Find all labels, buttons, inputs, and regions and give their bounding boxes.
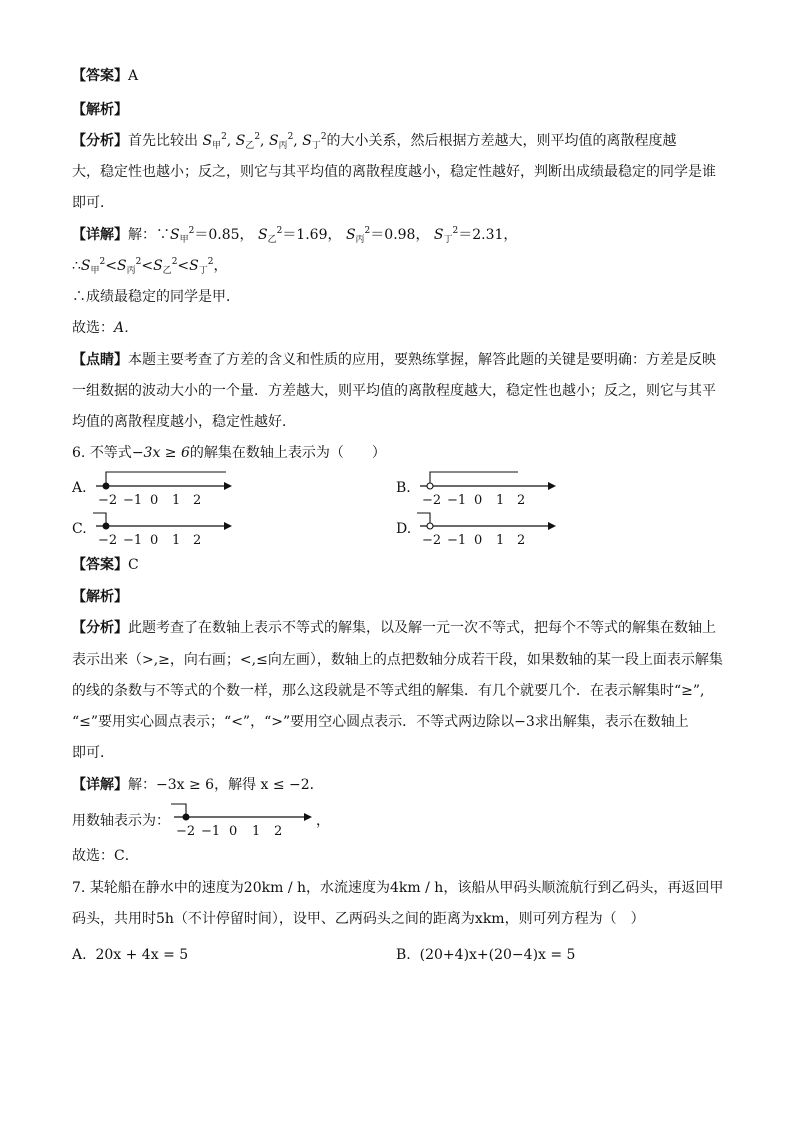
arrow-icon [224, 522, 232, 530]
number-line-svg [416, 470, 566, 510]
fenxi-text: ，然后根据方差越大，则平均值的离散程度越 [396, 133, 677, 149]
number-line-answer [170, 801, 330, 841]
hollow-dot-icon [427, 523, 433, 529]
number-line-b [416, 470, 566, 510]
choose-value: A． [114, 320, 139, 336]
order-suffix: ， [213, 258, 228, 274]
tick-label: 0 [150, 493, 159, 508]
q5-comment-line-1 [72, 350, 716, 370]
q6-fenxi-line-2: 表示出来（>,≥，向右画；<,≤向左画），数轴上的点把数轴分成若干段，如果数轴的某一段上面表示解集 [72, 652, 723, 668]
tick-label: 1 [496, 493, 505, 508]
answer-value: C [128, 557, 139, 573]
tick-label: −2 [422, 533, 442, 548]
arrow-icon [304, 813, 312, 821]
stem-prefix: 不等式 [89, 445, 132, 461]
hollow-dot-icon [427, 483, 433, 489]
tick-label: −2 [98, 493, 118, 508]
tick-label: −2 [176, 824, 196, 839]
number-line-svg [92, 470, 242, 510]
number-line-c [92, 510, 242, 550]
q5-fenxi-line-2: 大，稳定性也越小；反之，则它与其平均值的离散程度越小，稳定性越好，判断出成绩最稳定的同学是谁 [72, 164, 716, 180]
q5-conclusion: ∴成绩最稳定的同学是甲． [72, 289, 240, 305]
q6-choose: 故选：C． [72, 848, 139, 864]
q5-answer [72, 66, 138, 86]
detail-text: 解：−3x ≥ 6，解得 x ≤ −2． [128, 777, 324, 793]
tick-label: 0 [474, 493, 483, 508]
detail-value: ＝2.31， [458, 227, 518, 243]
variance-name: 乙 [267, 235, 277, 245]
option-label: B. [396, 947, 411, 963]
solid-dot-icon [103, 483, 109, 489]
option-text: 20x + 4x = 5 [95, 947, 189, 963]
variance-name: 丁 [198, 266, 208, 276]
solution-ray [417, 513, 430, 523]
tick-label: −1 [123, 533, 143, 548]
tick-label: 2 [274, 824, 283, 839]
arrow-icon [224, 482, 232, 490]
number-line-a [92, 470, 242, 510]
order-prefix: ∴ [72, 258, 81, 274]
q5-comment-line-3: 均值的离散程度越小，稳定性越好． [72, 414, 296, 430]
detail-tag: 【详解】 [72, 777, 128, 793]
option-label: A. [72, 947, 87, 963]
q5-detail: 【详解】解：$\because S_甲^2=0.85$， $S_乙^2=1.69$， $S_丙^2=0.98$， $S_丁^2=2.31$， [72, 226, 518, 245]
variance-name: 丙 [278, 141, 288, 151]
tick-label: −2 [422, 493, 442, 508]
q7-stem-line-1 [72, 878, 723, 898]
tick-label: 0 [150, 533, 159, 548]
detail-value: ＝0.98， [370, 227, 430, 243]
stem-suffix: 的解集在数轴上表示为（ ） [189, 445, 386, 461]
tick-label: 2 [193, 493, 202, 508]
tick-label: 2 [193, 533, 202, 548]
solution-ray [430, 472, 518, 483]
fenxi-text: 此题考查了在数轴上表示不等式的解集，以及解一元一次不等式，把每个不等式的解集在数轴上 [128, 620, 716, 636]
q5-fenxi-line-1: 【分析】首先比较出 $S_甲^2$, $S_乙^2$, $S_丙^2$, $S_丁^2$的大小关系，然后根据方差越大，则平均值的离散程度越 [72, 132, 677, 151]
q6-analysis-heading [72, 587, 128, 607]
variance-name: 丙 [355, 235, 365, 245]
stem-math: −3x ≥ 6 [131, 445, 190, 461]
analysis-tag: 【解析】 [72, 589, 128, 605]
tick-label: −2 [98, 533, 118, 548]
q5-analysis-heading [72, 100, 128, 120]
comment-text: 本题主要考查了方差的含义和性质的应用，要熟练掌握，解答此题的关键是要明确：方差是反映 [128, 352, 716, 368]
solution-ray [106, 472, 226, 486]
q7-option-b [396, 945, 575, 965]
q5-fenxi-line-3: 即可． [72, 195, 114, 211]
solid-dot-icon [103, 523, 109, 529]
q6-numberline-suffix: ， [316, 813, 330, 829]
tick-label: −1 [201, 824, 221, 839]
variance-name: 丁 [311, 141, 321, 151]
q7-option-a [72, 945, 188, 965]
q6-fenxi-line-3: 的线的条数与不等式的个数一样，那么这段就是不等式组的解集．有几个就要几个．在表示解集时“≥”, [72, 683, 705, 699]
question-number: 7. [72, 880, 86, 896]
q5-comment-line-2: 一组数据的波动大小的一个量．方差越大，则平均值的离散程度越大，稳定性也越小；反之，则它与其平 [72, 383, 716, 399]
variance-name: 丙 [126, 266, 136, 276]
analysis-tag: 【解析】 [72, 102, 128, 118]
q6-stem [72, 443, 386, 463]
answer-value: A [128, 68, 139, 84]
number-line-svg [92, 510, 242, 550]
fenxi-tag: 【分析】 [72, 133, 128, 149]
q5-order: $\therefore S_甲^2<S_丙^2<S_乙^2<S_丁^2$， [72, 257, 228, 276]
q5-choose [72, 318, 138, 338]
answer-tag: 【答案】 [72, 68, 128, 84]
variance-name: 丁 [443, 235, 453, 245]
q6-fenxi-line-1 [72, 618, 716, 638]
q6-detail [72, 775, 324, 795]
detail-tag: 【详解】 [72, 227, 128, 243]
tick-label: −1 [123, 493, 143, 508]
arrow-icon [548, 522, 556, 530]
tick-label: 1 [252, 824, 261, 839]
tick-label: 1 [172, 533, 181, 548]
number-line-svg [170, 801, 330, 841]
solid-dot-icon [183, 814, 189, 820]
comment-tag: 【点睛】 [72, 352, 128, 368]
number-line-d [416, 510, 566, 550]
tick-label: 0 [474, 533, 483, 548]
stem-text: 某轮船在静水中的速度为20km / h，水流速度为4km / h，该船从甲码头顺流航行到乙码头，再返回甲 [89, 880, 724, 896]
detail-prefix: 解：∵ [128, 227, 170, 243]
number-line-svg [416, 510, 566, 550]
option-label-b: B. [396, 480, 411, 496]
question-number: 6. [72, 445, 86, 461]
variance-name: 甲 [179, 235, 189, 245]
variance-name: 乙 [245, 141, 255, 151]
tick-label: 2 [517, 493, 526, 508]
q6-answer [72, 555, 139, 575]
tick-label: 2 [517, 533, 526, 548]
tick-label: 0 [229, 824, 238, 839]
tick-label: −1 [447, 533, 467, 548]
q7-stem-line-2: 码头，共用时5h（不计停留时间），设甲、乙两码头之间的距离为xkm，则可列方程为（ ） [72, 911, 645, 927]
option-text: (20+4)x+(20−4)x = 5 [419, 947, 576, 963]
fenxi-tag: 【分析】 [72, 620, 128, 636]
detail-value: ＝1.69， [282, 227, 342, 243]
detail-value: ＝0.85， [194, 227, 254, 243]
option-label-a: A. [72, 480, 87, 496]
tick-label: −1 [447, 493, 467, 508]
choose-label: 故选： [72, 320, 114, 336]
q6-numberline-prefix: 用数轴表示为： [72, 813, 170, 829]
variance-text: 的大小关系 [326, 133, 397, 149]
tick-label: 1 [496, 533, 505, 548]
answer-tag: 【答案】 [72, 557, 128, 573]
q6-fenxi-line-4: “≤”要用实心圆点表示；“<”，“>”要用空心圆点表示．不等式两边除以−3求出解集，表示在数轴上 [72, 714, 689, 730]
q6-fenxi-line-5: 即可． [72, 745, 114, 761]
variance-name: 甲 [212, 141, 222, 151]
tick-label: 1 [172, 493, 181, 508]
variance-name: 甲 [90, 266, 100, 276]
option-label-d: D. [396, 521, 412, 537]
fenxi-text: 首先比较出 [128, 133, 198, 149]
variance-name: 乙 [162, 266, 172, 276]
arrow-icon [548, 482, 556, 490]
option-label-c: C. [72, 521, 87, 537]
